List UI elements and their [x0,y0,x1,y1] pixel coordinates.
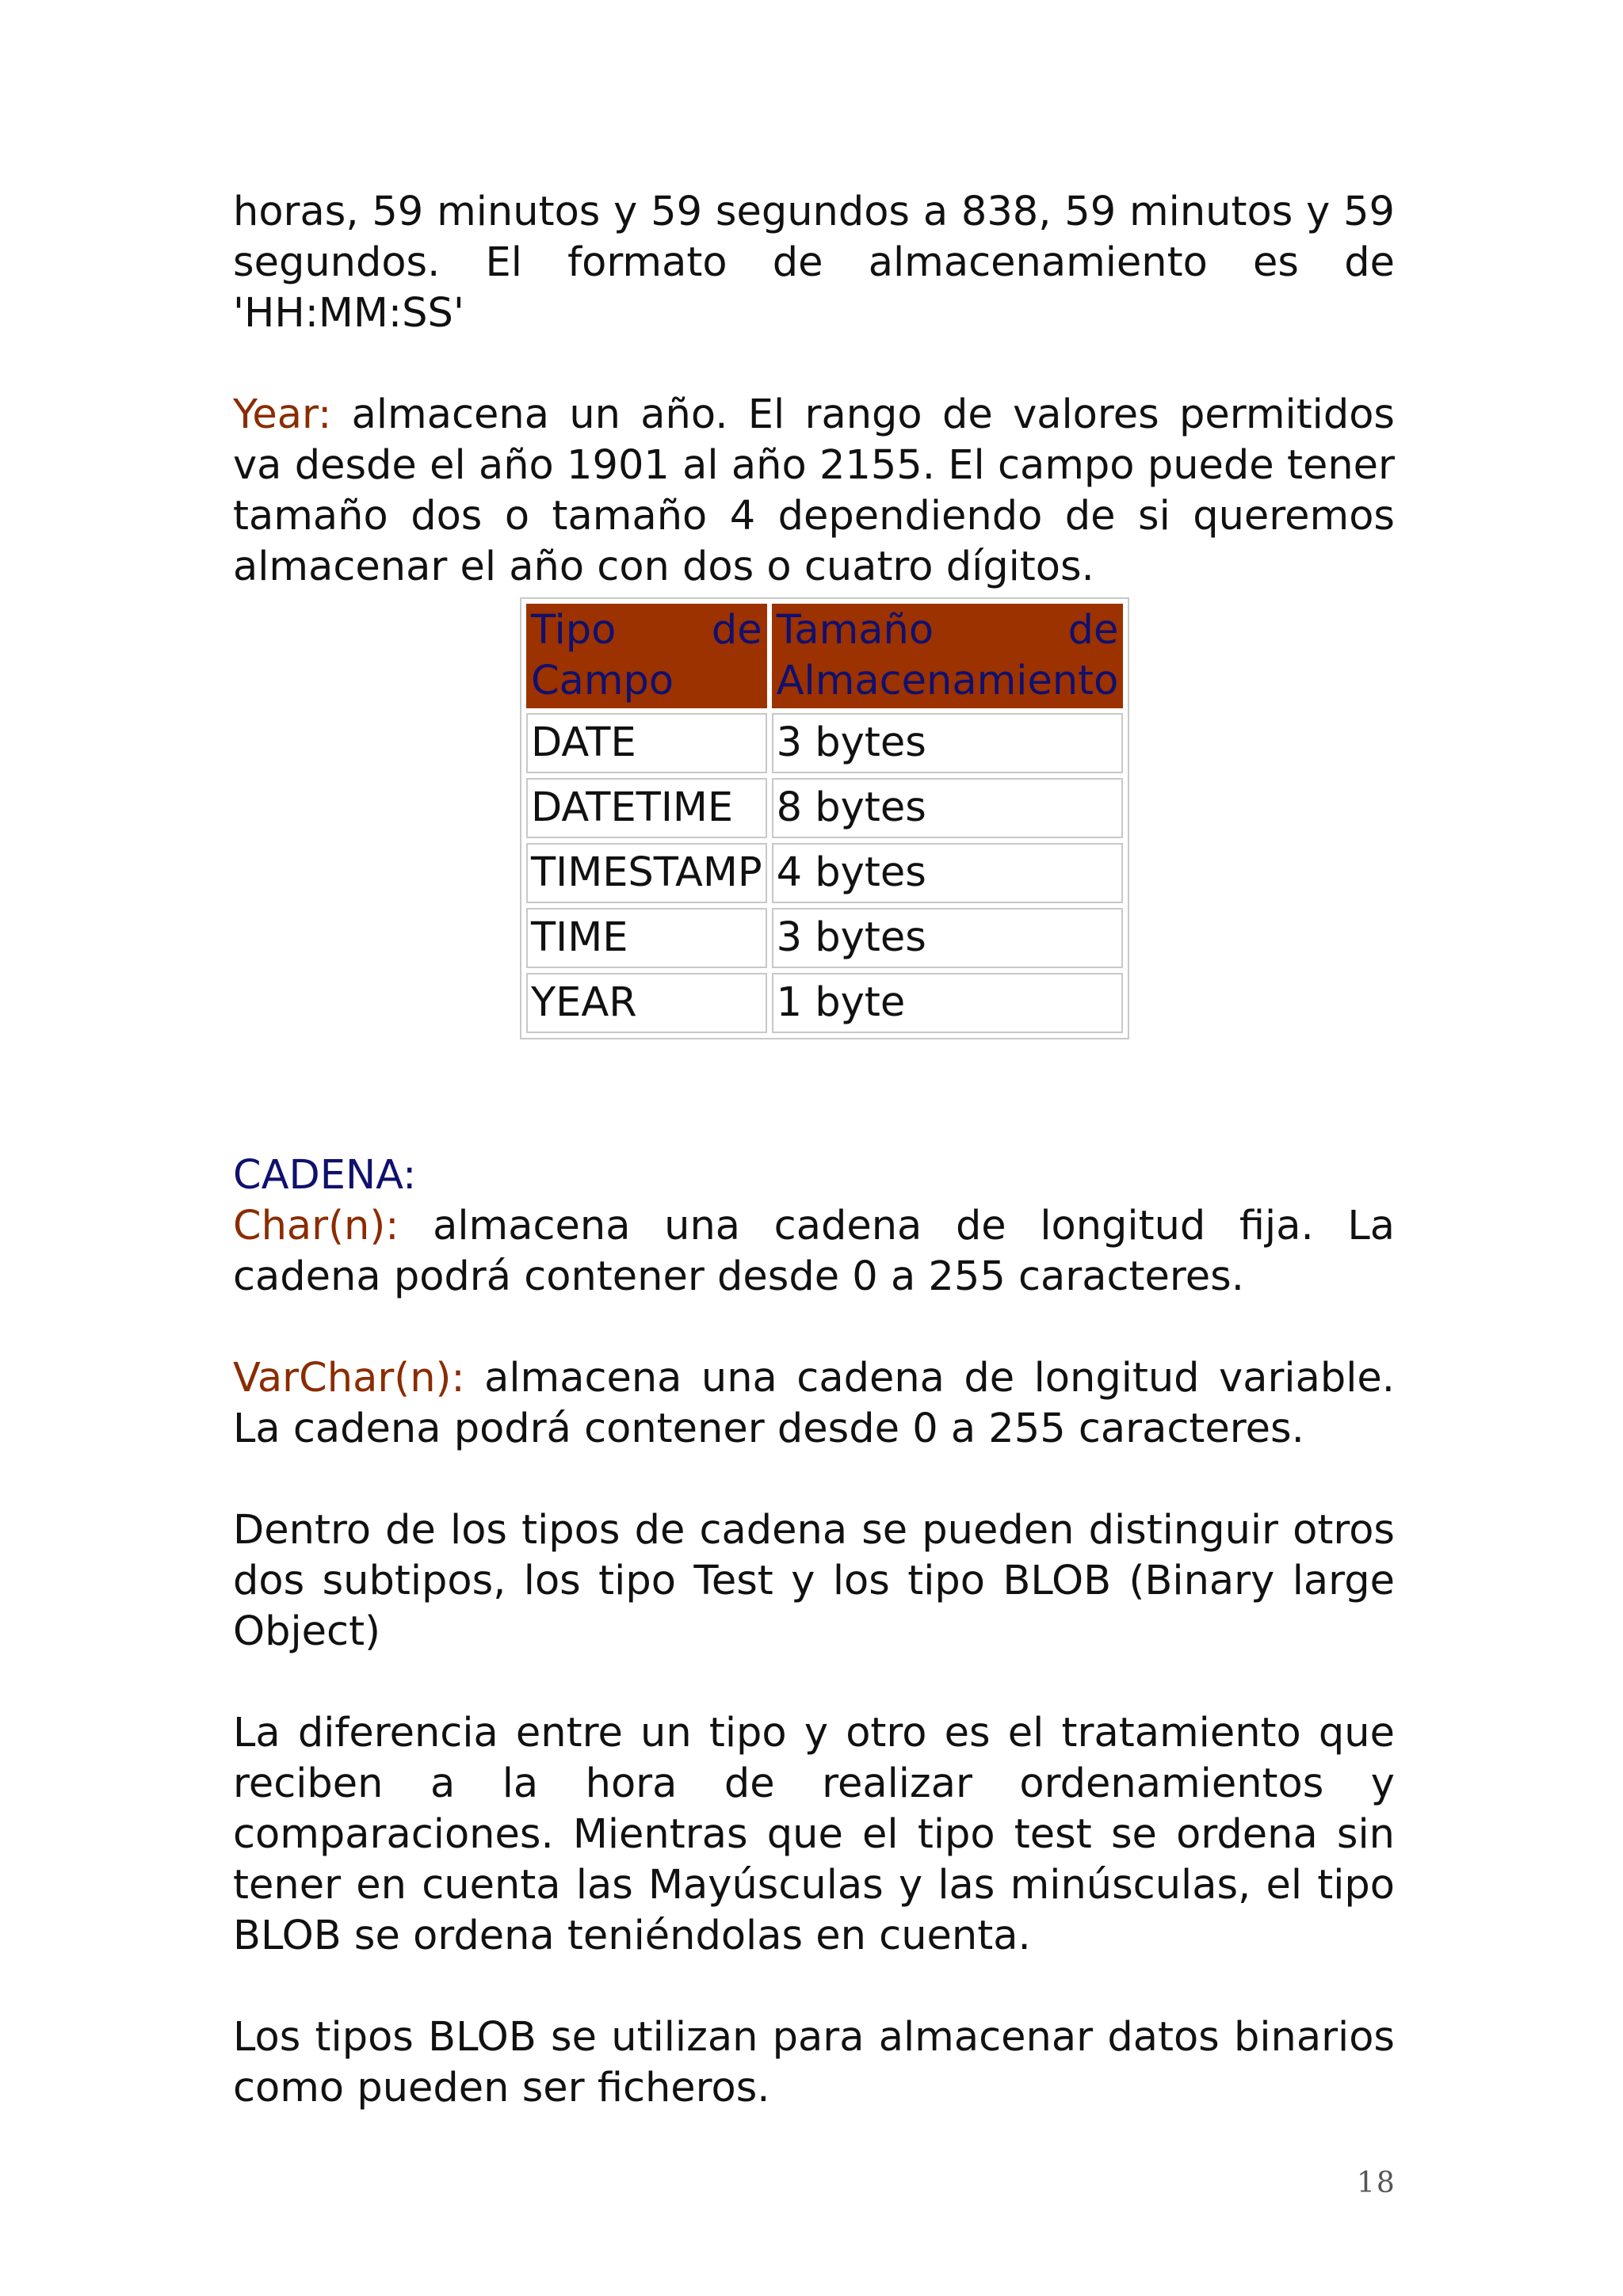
cell-size: 4 bytes [772,843,1124,903]
page-number: 18 [1357,2167,1396,2199]
header-storage-size: Tamaño de Almacenamiento [772,604,1124,708]
date-types-table-wrapper [520,597,1119,1039]
char-description: almacena una cadena de longitud fija. La cadena podrá contener desde 0 a 255 caracteres. [233,1203,1395,1300]
table-row [526,908,1123,968]
paragraph-difference: La diferencia entre un tipo y otro es el tratamiento que reciben a la hora de realizar ordenamientos y comparaciones. Mientras que el tipo test se ordena sin tener en cuenta las Mayúsculas y las minúsculas, el tipo BLOB se ordena teniéndolas en cuenta. [233,1710,1395,1959]
varchar-description: almacena una cadena de longitud variable. La cadena podrá contener desde 0 a 255 caracteres. [233,1355,1395,1452]
paragraph-year [233,390,1395,593]
document-page [233,187,1395,2164]
spacer [233,1039,1395,1150]
section-heading-cadena: CADENA: [233,1152,417,1199]
paragraph-char [233,1201,1395,1302]
term-varchar: VarChar(n): [233,1355,465,1402]
paragraph-time-continuation: horas, 59 minutos y 59 segundos a 838, 59 minutos y 59 segundos. El formato de almacenamiento es de 'HH:MM:SS' [233,189,1395,337]
term-year: Year: [233,391,332,438]
year-description: almacena un año. El rango de valores permitidos va desde el año 1901 al año 2155. El campo puede tener tamaño dos o tamaño 4 dependiendo de si queremos almacenar el año con dos o cuatro dígitos. [233,391,1395,590]
cell-size: 3 bytes [772,713,1124,773]
date-types-table [520,597,1129,1039]
cell-type: TIME [526,908,767,968]
paragraph-varchar [233,1353,1395,1455]
table-row [526,973,1123,1033]
paragraph-blob-use: Los tipos BLOB se utilizan para almacenar datos binarios como pueden ser ficheros. [233,2014,1395,2111]
cell-type: DATETIME [526,778,767,838]
table-row [526,778,1123,838]
table-row [526,843,1123,903]
cell-type: DATE [526,713,767,773]
paragraph-subtypes: Dentro de los tipos de cadena se pueden distinguir otros dos subtipos, los tipo Test y los tipo BLOB (Binary large Object) [233,1507,1395,1655]
cell-size: 3 bytes [772,908,1124,968]
cell-type: TIMESTAMP [526,843,767,903]
cell-size: 8 bytes [772,778,1124,838]
cell-type: YEAR [526,973,767,1033]
cell-size: 1 byte [772,973,1124,1033]
table-header-row [526,604,1123,708]
table-row [526,713,1123,773]
term-char: Char(n): [233,1203,399,1249]
header-field-type: Tipo de Campo [526,604,767,708]
